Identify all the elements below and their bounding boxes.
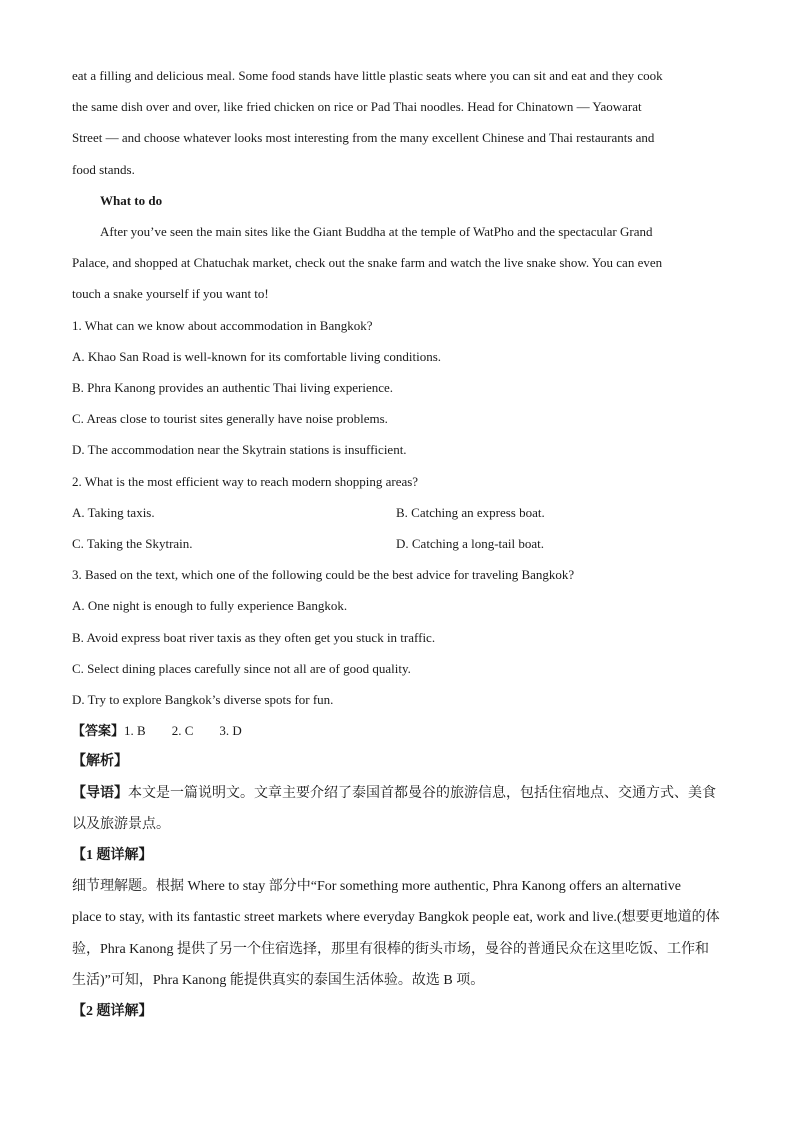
intro-line-2: 以及旅游景点。 xyxy=(72,816,170,832)
food-paragraph-line-1: eat a filling and delicious meal. Some food stands have little plastic seats where you can sit and eat and they cook xyxy=(72,68,663,83)
detail-1-line-3: 验，Phra Kanong 提供了另一个住宿选择，那里有很棒的街头市场，曼谷的普通民众在这里吃饭、工作和 xyxy=(72,941,709,957)
answer-label: 【答案】 xyxy=(72,723,125,739)
detail-1-label-line xyxy=(72,840,722,871)
question-2-option-a: A. Taking taxis. xyxy=(72,504,155,520)
question-2-option-c: C. Taking the Skytrain. xyxy=(72,536,193,552)
analysis-label: 【解析】 xyxy=(72,754,128,770)
question-2-options-row-1 xyxy=(72,497,722,528)
question-2-option-b: B. Catching an express boat. xyxy=(396,504,545,520)
answer-3: 3. D xyxy=(219,723,242,739)
question-1-option-d: D. The accommodation near the Skytrain stations is insufficient. xyxy=(72,442,407,458)
detail-1-line-1: 细节理解题。根据 Where to stay 部分中“For something more authentic, Phra Kanong offers an alternative xyxy=(72,879,681,895)
intro-text-1: 本文是一篇说明文。文章主要介绍了泰国首都曼谷的旅游信息，包括住宿地点、交通方式、美食 xyxy=(128,785,716,801)
question-2-options-row-2 xyxy=(72,528,722,559)
question-2-stem: 2. What is the most efficient way to reach modern shopping areas? xyxy=(72,473,419,489)
food-paragraph-line-3: Street — and choose whatever looks most interesting from the many excellent Chinese and Thai restaurants and xyxy=(72,130,655,146)
question-3-option-b: B. Avoid express boat river taxis as they often get you stuck in traffic. xyxy=(72,629,436,645)
todo-paragraph-line-1: After you’ve seen the main sites like the Giant Buddha at the temple of WatPho and the spectacular Grand xyxy=(100,224,653,240)
what-to-do-heading: What to do xyxy=(100,192,163,208)
question-3-option-c: C. Select dining places carefully since not all are of good quality. xyxy=(72,660,411,676)
detail-1-line-2: place to stay, with its fantastic street markets where everyday Bangkok people eat, work and live.(想要更地道的体 xyxy=(72,910,720,926)
analysis-label-line xyxy=(72,746,722,777)
question-1-stem: 1. What can we know about accommodation in Bangkok? xyxy=(72,317,373,333)
question-3-option-a: A. One night is enough to fully experience Bangkok. xyxy=(72,598,348,614)
intro-line-1 xyxy=(72,778,722,809)
detail-2-label-line xyxy=(72,996,722,1027)
detail-1-line-4: 生活)”可知，Phra Kanong 能提供真实的泰国生活体验。故选 B 项。 xyxy=(72,972,485,988)
detail-1-label: 【1 题详解】 xyxy=(72,848,153,864)
answer-2: 2. C xyxy=(171,723,194,739)
food-paragraph-line-4: food stands. xyxy=(72,161,135,177)
answer-1: 1. B xyxy=(124,723,146,739)
question-1-option-c: C. Areas close to tourist sites generally have noise problems. xyxy=(72,411,388,427)
food-paragraph-line-2: the same dish over and over, like fried chicken on rice or Pad Thai noodles. Head for Chinatown — Yaowarat xyxy=(72,99,642,115)
document-page xyxy=(72,60,722,1027)
todo-paragraph-line-3: touch a snake yourself if you want to! xyxy=(72,286,269,302)
intro-label: 【导语】 xyxy=(72,785,128,801)
todo-paragraph-line-2: Palace, and shopped at Chatuchak market, check out the snake farm and watch the live snake show. You can even xyxy=(72,255,663,271)
answer-line xyxy=(72,715,722,746)
question-3-stem: 3. Based on the text, which one of the following could be the best advice for traveling Bangkok? xyxy=(72,567,575,583)
question-1-option-b: B. Phra Kanong provides an authentic Thai living experience. xyxy=(72,380,394,396)
question-1-option-a: A. Khao San Road is well-known for its comfortable living conditions. xyxy=(72,348,442,364)
question-3-option-d: D. Try to explore Bangkok’s diverse spots for fun. xyxy=(72,692,334,708)
question-2-option-d: D. Catching a long-tail boat. xyxy=(396,536,545,552)
detail-2-label: 【2 题详解】 xyxy=(72,1004,153,1020)
